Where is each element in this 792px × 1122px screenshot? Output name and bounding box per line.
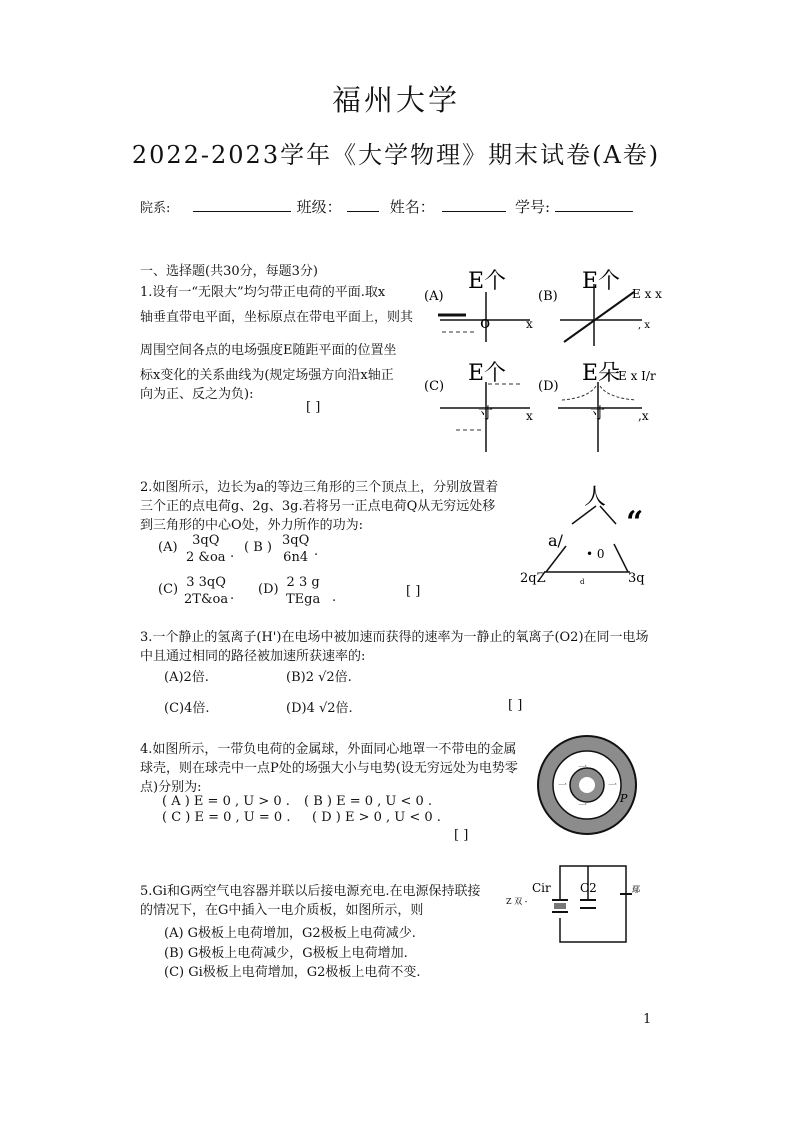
class-blank[interactable] bbox=[347, 197, 379, 212]
q2-option-a-num: 3qQ bbox=[192, 533, 220, 548]
q2-option-a-dot: . bbox=[230, 546, 235, 561]
q2-right-side-bottom bbox=[614, 544, 628, 572]
q2-top-label: 人 bbox=[584, 485, 607, 510]
q2-line: 三个正的点电荷g、2g、3g.若将另一正点电荷Q从无穷远处移 bbox=[140, 499, 496, 514]
q4-answer-bracket[interactable]: [ ] bbox=[454, 828, 469, 843]
name-label: 姓名： bbox=[389, 198, 435, 216]
id-blank[interactable] bbox=[555, 197, 633, 212]
q2-option-c-num: 3 3qQ bbox=[186, 575, 226, 590]
exam-title: 2022-2023学年《大学物理》期末试卷(A卷) bbox=[131, 141, 661, 169]
q1-b-axis-label: E个 bbox=[582, 269, 621, 294]
q4-minus-sign: 一 bbox=[608, 781, 618, 791]
q4-sphere-shell-figure bbox=[534, 732, 640, 838]
q2-option-b-label[interactable]: ( B ) bbox=[244, 540, 272, 555]
q2-option-d-label[interactable]: (D) bbox=[258, 582, 279, 597]
q4-option-b[interactable]: ( B ) E = 0 , U < 0 . bbox=[304, 794, 433, 809]
q3-option-c[interactable]: (C)4倍. bbox=[164, 701, 210, 716]
q2-option-c-den: 2T&oa bbox=[184, 592, 229, 607]
q1-line: 轴垂直带电平面，坐标原点在带电平面上，则其 bbox=[140, 310, 414, 325]
q5-circuit-wire bbox=[560, 866, 626, 942]
q1-b-formula: E x x bbox=[632, 287, 662, 301]
page-number: 1 bbox=[643, 1012, 652, 1027]
q2-right-side-top bbox=[600, 506, 616, 524]
q2-option-b-num: 3qQ bbox=[282, 533, 310, 548]
q2-option-d-num: 2 3 g bbox=[286, 575, 320, 590]
q5-dielectric-slab bbox=[554, 903, 566, 909]
q5-c2-label: C2 bbox=[580, 881, 597, 895]
q1-c-tick: 寸 bbox=[478, 404, 494, 422]
q1-b-line bbox=[564, 292, 634, 342]
q2-option-b-dot: . bbox=[314, 544, 319, 559]
q5-line: 5.Gi和G两空气电容器并联以后接电源充电.在电源保持联接 bbox=[140, 884, 481, 899]
q1-text bbox=[140, 283, 413, 404]
q2-side-label: a/ bbox=[548, 531, 563, 550]
q1-line: 周围空间各点的电场强度E随距平面的位置坐 bbox=[140, 343, 397, 358]
q1-d-curve-left bbox=[562, 386, 596, 400]
q1-answer-bracket[interactable]: [ ] bbox=[306, 400, 321, 415]
q3-option-a[interactable]: (A)2倍. bbox=[164, 670, 209, 685]
q1-d-curve-right bbox=[600, 386, 636, 400]
q4-option-c[interactable]: ( C ) E = 0 , U = 0 . bbox=[162, 810, 291, 825]
q1-label-d: (D) bbox=[538, 379, 559, 394]
q2-line: 2.如图所示，边长为a的等边三角形的三个顶点上，分别放置着 bbox=[140, 480, 499, 495]
q1-c-x-label: x bbox=[526, 409, 533, 423]
q5-text bbox=[140, 882, 480, 920]
id-label: 学号: bbox=[514, 198, 551, 216]
q2-option-c-dot: . bbox=[230, 588, 235, 603]
q5-capacitor-circuit bbox=[504, 862, 654, 946]
q1-d-x-label: ,x bbox=[638, 409, 649, 423]
name-blank[interactable] bbox=[442, 197, 506, 212]
q2-option-b-expr bbox=[282, 532, 309, 566]
q3-text bbox=[140, 628, 649, 666]
q2-quote-mark: “ bbox=[626, 505, 644, 540]
q4-text bbox=[140, 740, 518, 797]
q4-option-a[interactable]: ( A ) E = 0 , U > 0 . bbox=[162, 794, 290, 809]
q2-option-b-den: 6n4 bbox=[283, 550, 309, 565]
q1-label-c: (C) bbox=[424, 379, 445, 394]
q4-minus-sign: 一 bbox=[558, 781, 568, 791]
q4-minus-sign: 一 bbox=[578, 763, 588, 773]
q1-label-a: (A) bbox=[424, 289, 444, 304]
q2-option-d-dot: . bbox=[332, 590, 337, 605]
q5-left-label: Z 双 - bbox=[506, 897, 528, 906]
q1-d-formula: E x I/r bbox=[618, 369, 656, 383]
q2-option-d-expr bbox=[286, 574, 320, 608]
q5-line: 的情况下，在G中插入一电介质板，如图所示，则 bbox=[140, 903, 424, 918]
student-info bbox=[140, 196, 633, 219]
q5-c1-label: Cir bbox=[532, 881, 551, 895]
q5-option-c[interactable]: (C) Gi极板上电荷增加，G2极板上电荷不变. bbox=[164, 965, 421, 980]
q3-line: 中且通过相同的路径被加速所获速率的: bbox=[140, 649, 366, 664]
q1-line: 标x变化的关系曲线为(规定场强方向沿x轴正 bbox=[140, 368, 394, 383]
q4-option-d[interactable]: ( D ) E > 0 , U < 0 . bbox=[312, 810, 441, 825]
q2-option-a-expr bbox=[186, 532, 226, 566]
q4-line: 点)分别为: bbox=[140, 780, 202, 795]
q4-minus-sign: 一 bbox=[578, 801, 588, 811]
class-label: 班级： bbox=[296, 198, 342, 216]
q4-point-p: P bbox=[620, 792, 628, 805]
q2-d-label: d bbox=[580, 578, 585, 586]
q2-center-label: • 0 bbox=[586, 547, 605, 561]
q3-line: 3.一个静止的氢离子(H')在电场中被加速而获得的速率为一静止的氧离子(O2)在同一电场 bbox=[140, 630, 649, 645]
q2-triangle-figure bbox=[516, 484, 686, 590]
q5-option-b[interactable]: (B) G极板上电荷减少，G极板上电荷增加. bbox=[164, 946, 408, 961]
dept-label: 院系: bbox=[140, 201, 171, 216]
q1-label-b: (B) bbox=[538, 289, 558, 304]
q2-left-charge: 2qZ bbox=[520, 571, 546, 586]
q1-a-axis-label: E个 bbox=[468, 269, 507, 294]
q2-answer-bracket[interactable]: [ ] bbox=[406, 584, 421, 599]
q2-option-a-label[interactable]: (A) bbox=[158, 540, 178, 555]
q5-option-a[interactable]: (A) G极板上电荷增加，G2极板上电荷减少. bbox=[164, 926, 416, 941]
q4-line: 球壳，则在球壳中一点P处的场强大小与电势(设无穷远处为电势零 bbox=[140, 761, 518, 776]
q2-text bbox=[140, 478, 498, 535]
q3-answer-bracket[interactable]: [ ] bbox=[508, 698, 523, 713]
q1-a-origin: o bbox=[480, 313, 491, 333]
q4-line: 4.如图所示，一带负电荷的金属球，外面同心地罩一不带电的金属 bbox=[140, 742, 517, 757]
q3-option-b[interactable]: (B)2 √2倍. bbox=[286, 670, 352, 685]
q2-line: 到三角形的中心O处，外力所作的功为: bbox=[140, 518, 364, 533]
q5-battery-label: 鄢 bbox=[632, 885, 640, 894]
q1-c-axis-label: E个 bbox=[468, 361, 507, 386]
q1-graphs-figure bbox=[420, 262, 680, 454]
q2-option-c-label[interactable]: (C) bbox=[158, 582, 179, 597]
q1-b-x-label: , x bbox=[638, 320, 650, 331]
q4-sphere-core bbox=[579, 777, 595, 793]
q2-option-c-expr bbox=[184, 574, 228, 608]
q2-option-a-den: 2 &oa bbox=[186, 550, 226, 565]
q1-line: 1.设有一“无限大”均匀带正电荷的平面.取x bbox=[140, 285, 386, 300]
q2-option-d-den: TEga bbox=[286, 592, 321, 607]
q1-d-axis-label: E朵 bbox=[582, 361, 621, 386]
section-heading: 一、选择题(共30分，每题3分) bbox=[140, 264, 318, 279]
q1-line: 向为正、反之为负): bbox=[140, 387, 254, 402]
q1-d-tick: 寸 bbox=[590, 404, 606, 422]
q2-right-charge: 3q bbox=[628, 571, 645, 586]
dept-blank[interactable] bbox=[193, 197, 291, 212]
q1-a-x-label: x bbox=[526, 317, 533, 331]
university-title: 福州大学 bbox=[331, 83, 460, 117]
q3-option-d[interactable]: (D)4 √2倍. bbox=[286, 701, 353, 716]
